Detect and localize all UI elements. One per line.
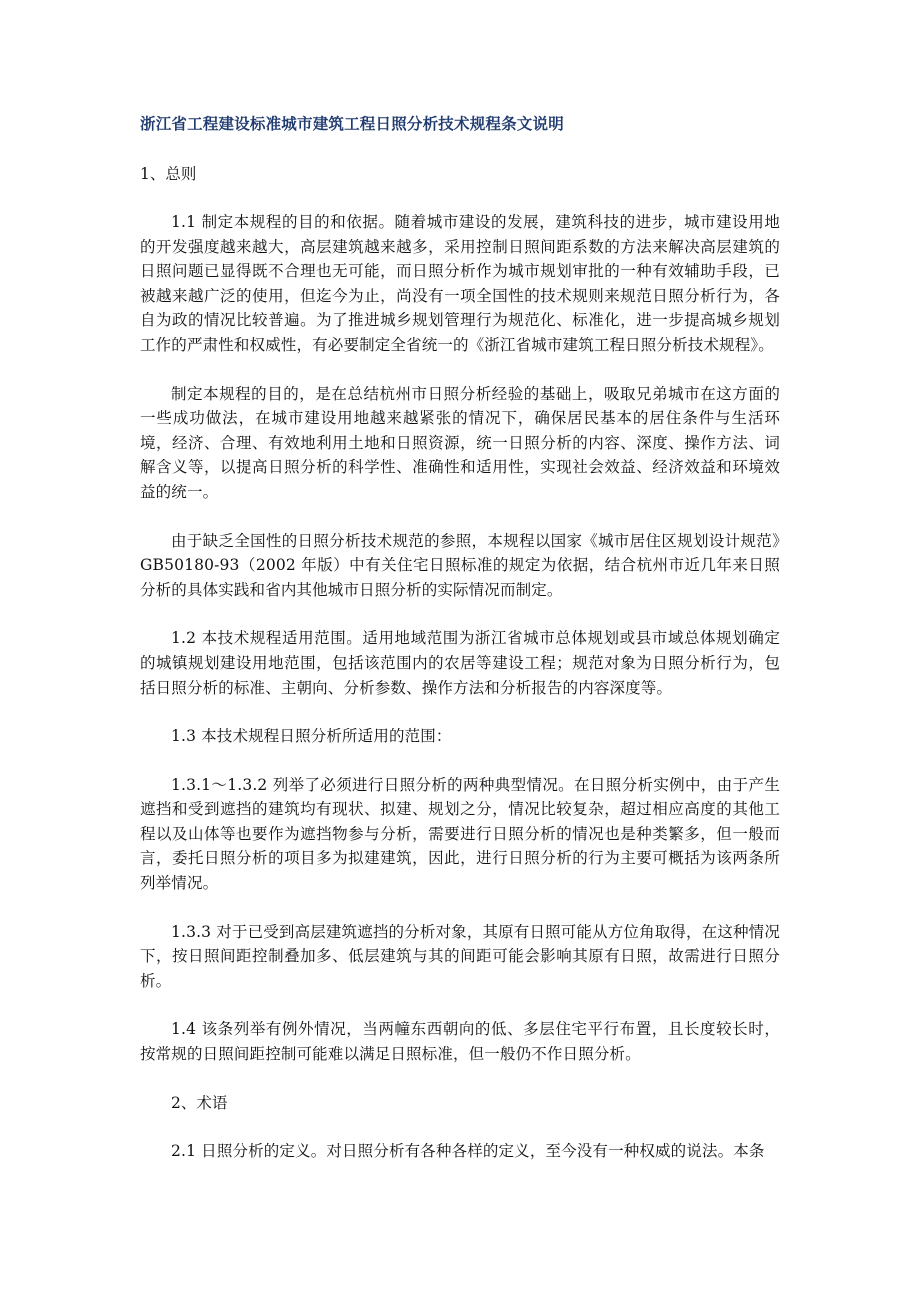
paragraph-basis: 由于缺乏全国性的日照分析技术规范的参照，本规程以国家《城市居住区规划设计规范》GB50180-93（2002 年版）中有关住宅日照标准的规定为依据，结合杭州市近几年来日照分析的具体实践和省内其他城市日照分析的实际情况而制定。 <box>140 531 780 599</box>
paragraph-1-2: 1.2 本技术规程适用范围。适用地域范围为浙江省城市总体规划或县市域总体规划确定的城镇规划建设用地范围，包括该范围内的农居等建设工程；规范对象为日照分析行为，包括日照分析的标准、主朝向、分析参数、操作方法和分析报告的内容深度等。 <box>140 629 780 697</box>
paragraph-1-4: 1.4 该条列举有例外情况，当两幢东西朝向的低、多层住宅平行布置，且长度较长时，按常规的日照间距控制可能难以满足日照标准，但一般仍不作日照分析。 <box>140 1020 780 1064</box>
document-title: 浙江省工程建设标准城市建筑工程日照分析技术规程条文说明 <box>140 115 564 133</box>
section-heading-general: 1、总则 <box>140 165 197 183</box>
paragraph-1-1: 1.1 制定本规程的目的和依据。随着城市建设的发展，建筑科技的进步，城市建设用地的开发强度越来越大，高层建筑越来越多，采用控制日照间距系数的方法来解决高层建筑的日照问题已显得既不合理也无可能，而日照分析作为城市规划审批的一种有效辅助手段，已被越来越广泛的使用，但迄今为止，尚没有一项全国性的技术规则来规范日照分析行为，各自为政的情况比较普遍。为了推进城乡规划管理行为规范化、标准化，进一步提高城乡规划工作的严肃性和权威性，有必要制定全省统一的《浙江省城市建筑工程日照分析技术规程》。 <box>140 213 780 354</box>
paragraph-1-3: 1.3 本技术规程日照分析所适用的范围： <box>171 727 452 746</box>
section-heading-terms: 2、术语 <box>171 1093 228 1112</box>
paragraph-purpose: 制定本规程的目的，是在总结杭州市日照分析经验的基础上，吸取兄弟城市在这方面的一些成功做法，在城市建设用地越来越紧张的情况下，确保居民基本的居住条件与生活环境，经济、合理、有效地利用土地和日照资源，统一日照分析的内容、深度、操作方法、词解含义等，以提高日照分析的科学性、准确性和适用性，实现社会效益、经济效益和环境效益的统一。 <box>140 384 780 501</box>
paragraph-2-1: 2.1 日照分析的定义。对日照分析有各种各样的定义，至今没有一种权威的说法。本条 <box>171 1141 765 1160</box>
document-page <box>140 112 780 1163</box>
paragraph-1-3-1: 1.3.1～1.3.2 列举了必须进行日照分析的两种典型情况。在日照分析实例中，由于产生遮挡和受到遮挡的建筑均有现状、拟建、规划之分，情况比较复杂，超过相应高度的其他工程以及山体等也要作为遮挡物参与分析，需要进行日照分析的情况也是种类繁多，但一般而言，委托日照分析的项目多为拟建建筑，因此，进行日照分析的行为主要可概括为该两条所列举情况。 <box>140 775 780 893</box>
paragraph-1-3-3: 1.3.3 对于已受到高层建筑遮挡的分析对象，其原有日照可能从方位角取得，在这种情况下，按日照间距控制叠加多、低层建筑与其的间距可能会影响其原有日照，故需进行日照分析。 <box>140 922 780 990</box>
